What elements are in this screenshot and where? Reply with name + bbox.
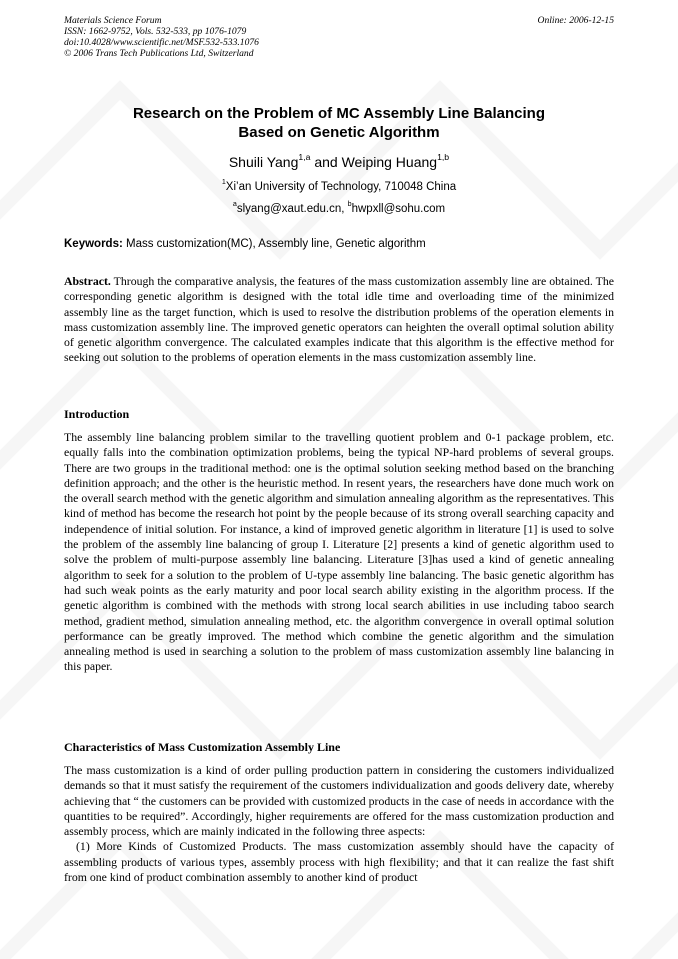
keywords-line bbox=[64, 237, 614, 251]
abstract-label: Abstract. bbox=[64, 274, 111, 288]
author-list bbox=[64, 153, 614, 171]
characteristics-section bbox=[64, 763, 614, 885]
email-b-superscript: b bbox=[347, 200, 352, 209]
keywords-text: Mass customization(MC), Assembly line, Genetic algorithm bbox=[122, 238, 426, 250]
affiliation-superscript: 1 bbox=[221, 178, 226, 187]
email-b: hwpxll@sohu.com bbox=[351, 203, 446, 215]
author-1-name: Shuili Yang bbox=[228, 154, 299, 170]
title-line-1: Research on the Problem of MC Assembly Line Balancing bbox=[132, 105, 546, 122]
introduction-paragraph: The assembly line balancing problem similar to the travelling quotient problem and 0-1 package problem, etc. equally falls into the combination optimization problems, being the typical NP-hard problems of several groups. There are two groups in the traditional method: one is the optimal solution seeking method based on the branching definition approach; and the other is the heuristic method. In resent years, the researchers have done much work on the overall search method with the genetic algorithm and simulation annealing algorithm as the representatives. This kind of method has become the research hot point by the people because of its strong overall searching capacity and independence of initial solution. For instance, a kind of improved genetic algorithm in literature [1] is used to solve the problem of the assembly line balancing of group I. Literature [2] presents a kind of genetic algorithm used to solve the problem of multi-purpose assembly line balancing. Literature [3]has used a kind of genetic annealing algorithm to seek for a solution to the problem of U-type assembly line balancing. The basic genetic algorithm has had such weak points as the early maturity and poor local search ability existing in the algorithm process. If the genetic algorithm is combined with the methods with strong local search abilities in use including taboo search method, gradient method, simulation annealing method, etc. the algorithm convergence in overall optimal solution performance can be greatly improved. The method which combine the genetic algorithm and the simulation annealing method is used in searching a solution to the problem of mass customization assembly line balancing in this paper. bbox=[64, 430, 614, 674]
introduction-section bbox=[64, 430, 614, 675]
characteristics-paragraph-1: The mass customization is a kind of order pulling production pattern in considering the customers individualized demands so that it must satisfy the requirement of the customers individualization and goods delivery date, whereby achieving that “ the customers can be provided with customized products in the case of needs in accordance with the quantities to be required”. Accordingly, higher requirements are offered for the mass customization production and assembly process, which are mainly indicated in the following three aspects: bbox=[64, 763, 615, 839]
email-a-superscript: a bbox=[232, 200, 237, 209]
copyright-line: © 2006 Trans Tech Publications Ltd, Switzerland bbox=[64, 48, 254, 59]
journal-header bbox=[64, 15, 614, 59]
author-conjunction: and bbox=[310, 154, 342, 170]
affiliation bbox=[64, 180, 614, 194]
email-a: slyang@xaut.edu.cn, bbox=[236, 203, 348, 215]
abstract-section bbox=[64, 274, 614, 366]
affiliation-text: Xi’an University of Technology, 710048 China bbox=[225, 181, 457, 193]
title-line-2: Based on Genetic Algorithm bbox=[238, 124, 440, 141]
author-1-superscript: 1,a bbox=[298, 152, 311, 163]
journal-name: Materials Science Forum bbox=[64, 15, 162, 26]
introduction-heading: Introduction bbox=[64, 407, 130, 421]
author-emails bbox=[64, 202, 614, 216]
paper-title bbox=[64, 104, 614, 142]
abstract-text: Through the comparative analysis, the features of the mass customization assembly line are obtained. The corresponding genetic algorithm is designed with the total idle time and overloading time of the minimized assembly line as the target function, which is used to resolve the distribution problems of the operation elements in mass customization assembly line. The improved genetic operators can heighten the overall optimal solution ability of genetic algorithm convergence. The calculated examples indicate that this algorithm is the effective method for seeking out solution to the problems of operation elements in the mass customization assembly line. bbox=[64, 274, 614, 365]
characteristics-heading: Characteristics of Mass Customization Assembly Line bbox=[64, 740, 341, 754]
keywords-label: Keywords: bbox=[64, 238, 123, 250]
author-2-superscript: 1,b bbox=[437, 152, 450, 163]
online-date: Online: 2006-12-15 bbox=[537, 15, 614, 26]
issn-line: ISSN: 1662-9752, Vols. 532-533, pp 1076-1079 bbox=[64, 26, 247, 37]
author-2-name: Weiping Huang bbox=[341, 154, 438, 170]
doi-line: doi:10.4028/www.scientific.net/MSF.532-533.1076 bbox=[64, 37, 259, 48]
characteristics-paragraph-2: (1) More Kinds of Customized Products. The mass customization assembly should have the capacity of assembling products of various types, assembly process with high flexibility; and that it can realize the fast shift from one kind of product combination assembly to another kind of product bbox=[64, 839, 614, 885]
